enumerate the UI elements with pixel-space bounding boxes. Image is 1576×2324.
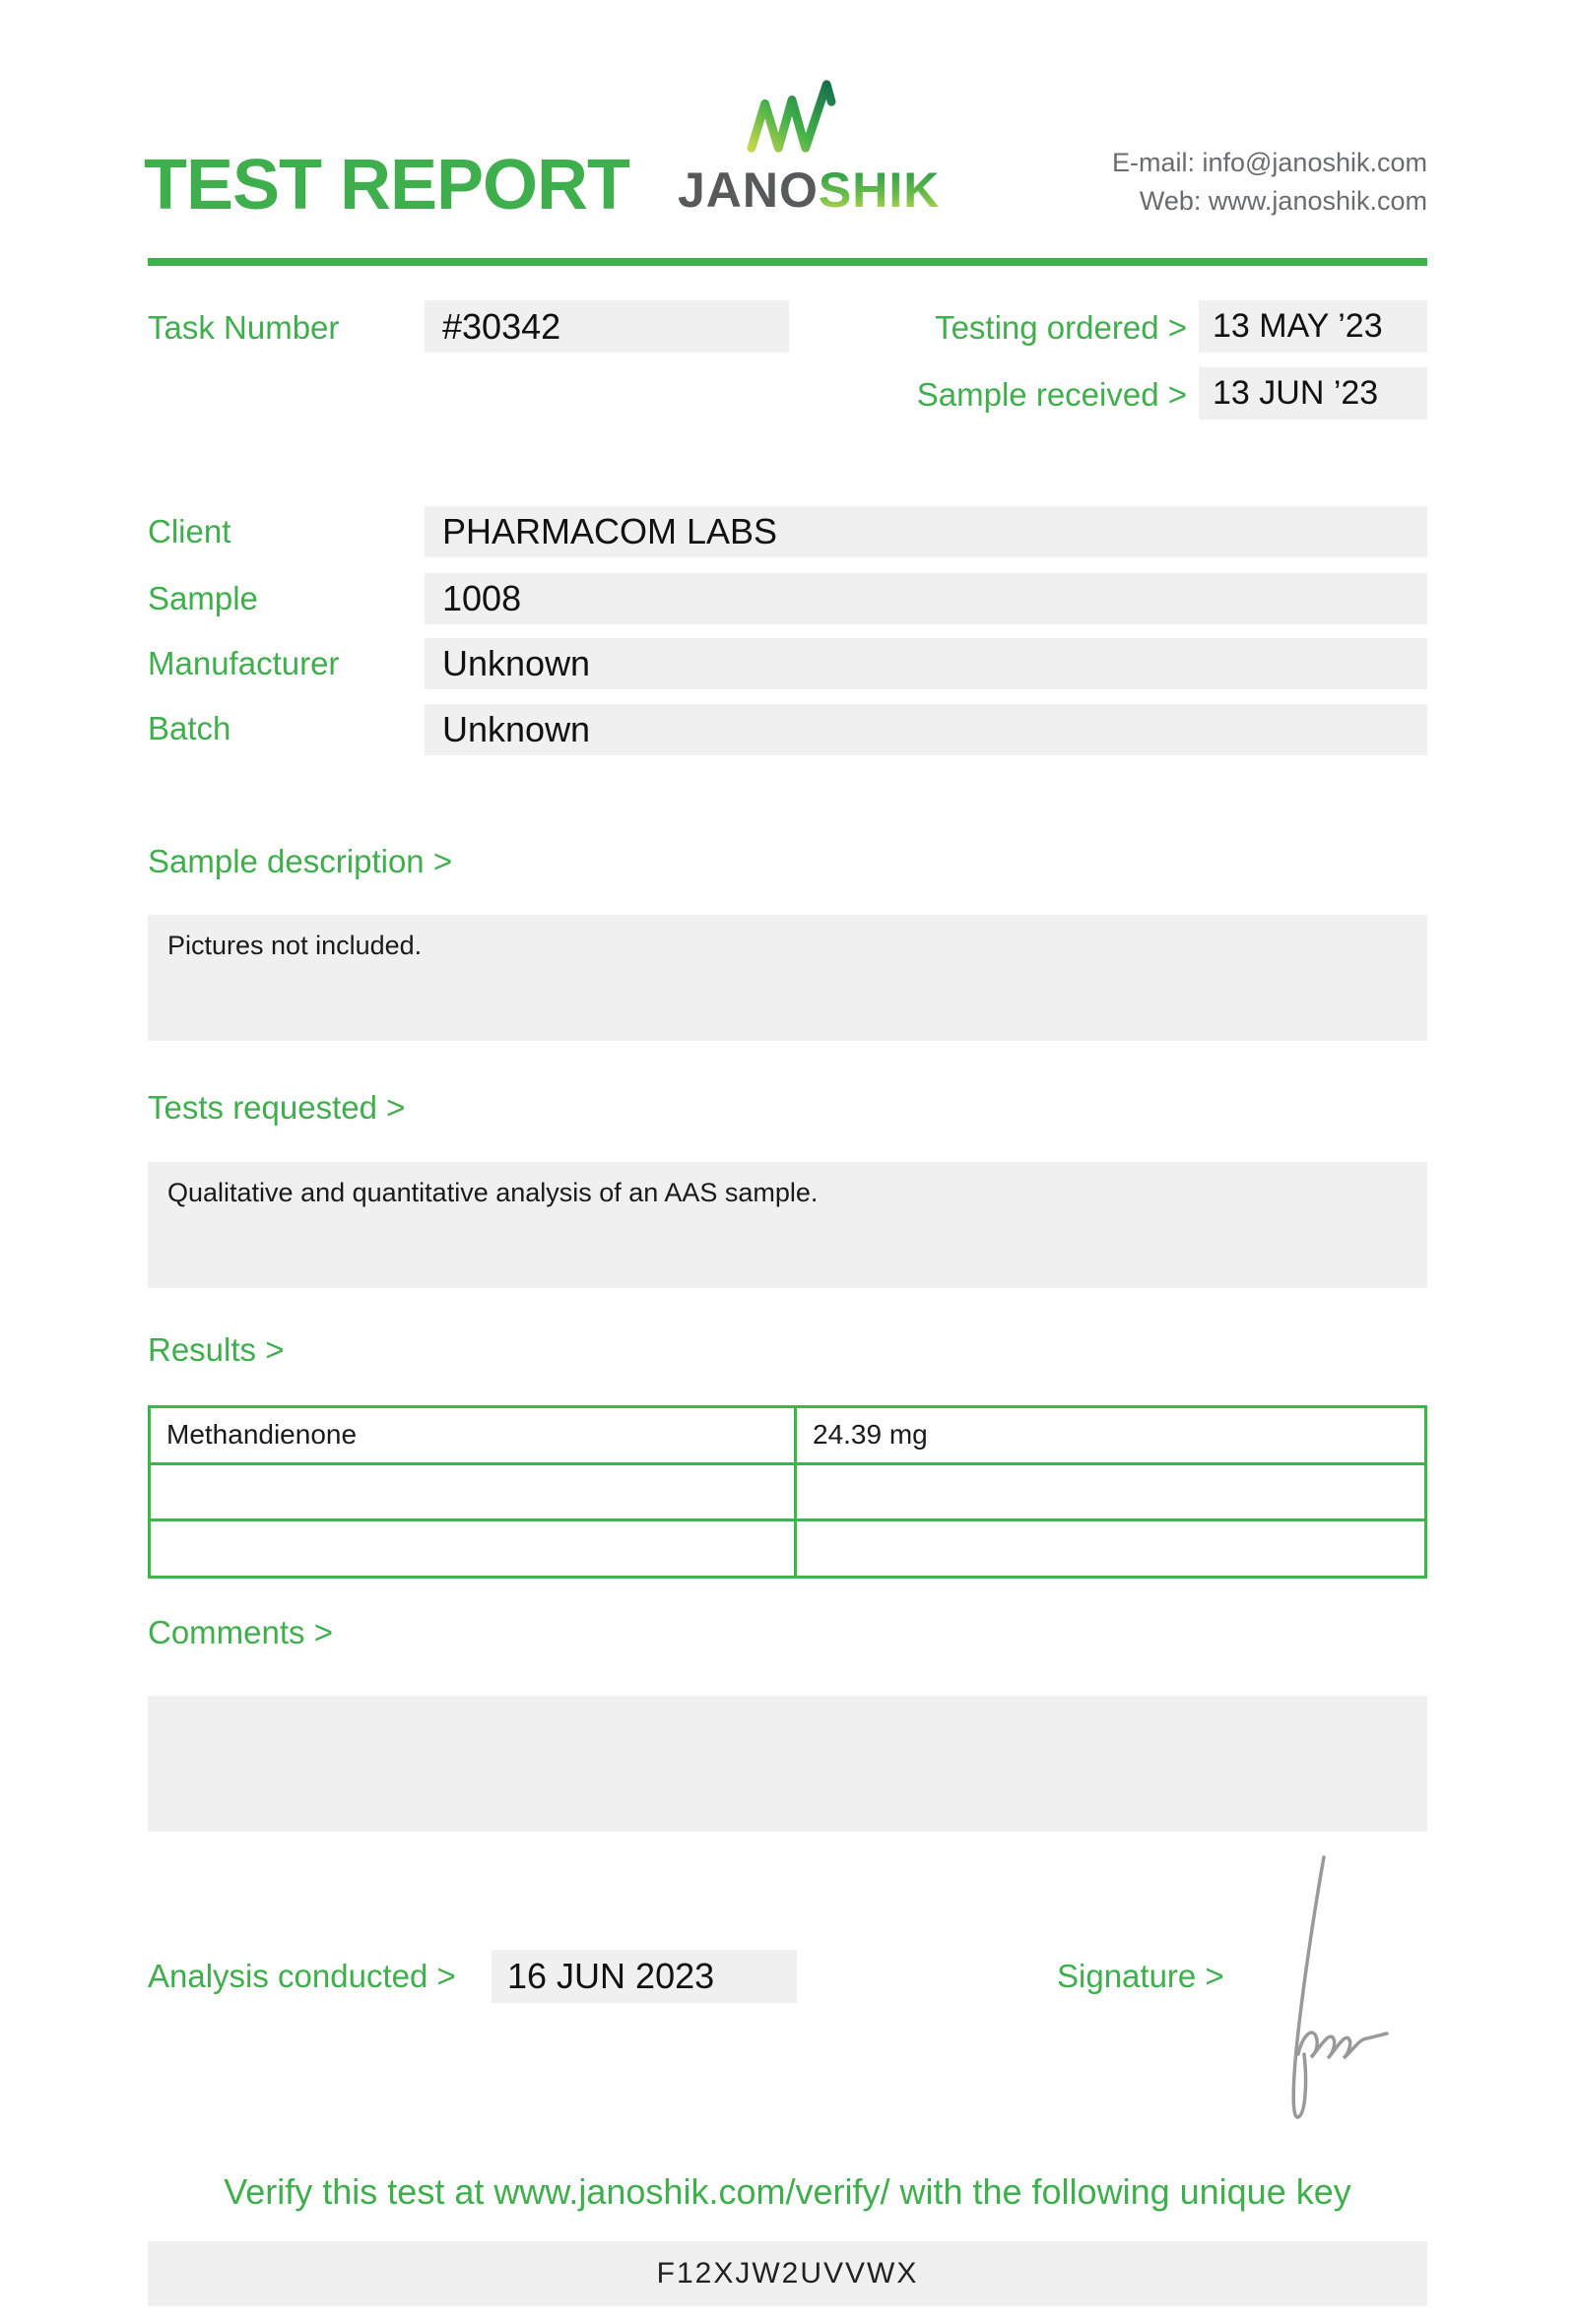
results-title: Results >: [148, 1331, 285, 1368]
result-substance: [150, 1520, 796, 1578]
sample-description-title: Sample description >: [148, 843, 453, 879]
sample-value: 1008: [425, 573, 1427, 624]
table-row: [150, 1520, 1426, 1578]
result-amount: [796, 1520, 1426, 1578]
result-substance: [150, 1463, 796, 1520]
analysis-conducted-value: 16 JUN 2023: [492, 1950, 797, 2003]
client-value: PHARMACOM LABS: [425, 506, 1427, 557]
result-amount: 24.39 mg: [796, 1407, 1426, 1464]
batch-label: Batch: [148, 710, 231, 746]
tests-requested-title: Tests requested >: [148, 1089, 406, 1126]
results-table: [148, 1405, 1427, 1579]
task-number-label: Task Number: [148, 309, 340, 346]
testing-ordered-value: 13 MAY ’23: [1199, 300, 1427, 353]
verify-key: F12XJW2UVVWX: [148, 2241, 1427, 2306]
testing-ordered-label: Testing ordered >: [935, 309, 1187, 346]
comments-body: [148, 1696, 1427, 1832]
page-title: TEST REPORT: [144, 146, 630, 225]
manufacturer-label: Manufacturer: [148, 645, 340, 681]
table-row: [150, 1463, 1426, 1520]
contact-email: E-mail: info@janoshik.com: [1111, 148, 1427, 177]
task-number-value: #30342: [425, 300, 789, 353]
sample-received-label: Sample received >: [916, 376, 1187, 413]
janoshik-logo: [678, 75, 941, 218]
signature-image: [1249, 1843, 1416, 2139]
logo-text-primary: JANO: [678, 162, 819, 218]
table-row: [150, 1407, 1426, 1464]
analysis-conducted-label: Analysis conducted >: [148, 1958, 456, 1994]
comments-title: Comments >: [148, 1614, 333, 1650]
contact-info: [1112, 144, 1427, 221]
result-amount: [796, 1463, 1426, 1520]
contact-web: Web: www.janoshik.com: [1139, 186, 1427, 216]
sample-label: Sample: [148, 580, 258, 616]
header-divider: [148, 258, 1427, 266]
sample-received-value: 13 JUN ’23: [1199, 367, 1427, 420]
signature-label: Signature >: [1057, 1958, 1224, 1994]
tests-requested-body: Qualitative and quantitative analysis of an AAS sample.: [148, 1162, 1427, 1288]
logo-wordmark: [678, 162, 941, 218]
logo-text-accent: SHIK: [818, 162, 941, 218]
manufacturer-value: Unknown: [425, 638, 1427, 689]
trend-chart-icon: [678, 75, 906, 161]
batch-value: Unknown: [425, 704, 1427, 755]
client-label: Client: [148, 513, 231, 549]
verify-instruction: Verify this test at www.janoshik.com/verify/ with the following unique key: [224, 2171, 1351, 2212]
result-substance: Methandienone: [150, 1407, 796, 1464]
sample-description-body: Pictures not included.: [148, 915, 1427, 1041]
